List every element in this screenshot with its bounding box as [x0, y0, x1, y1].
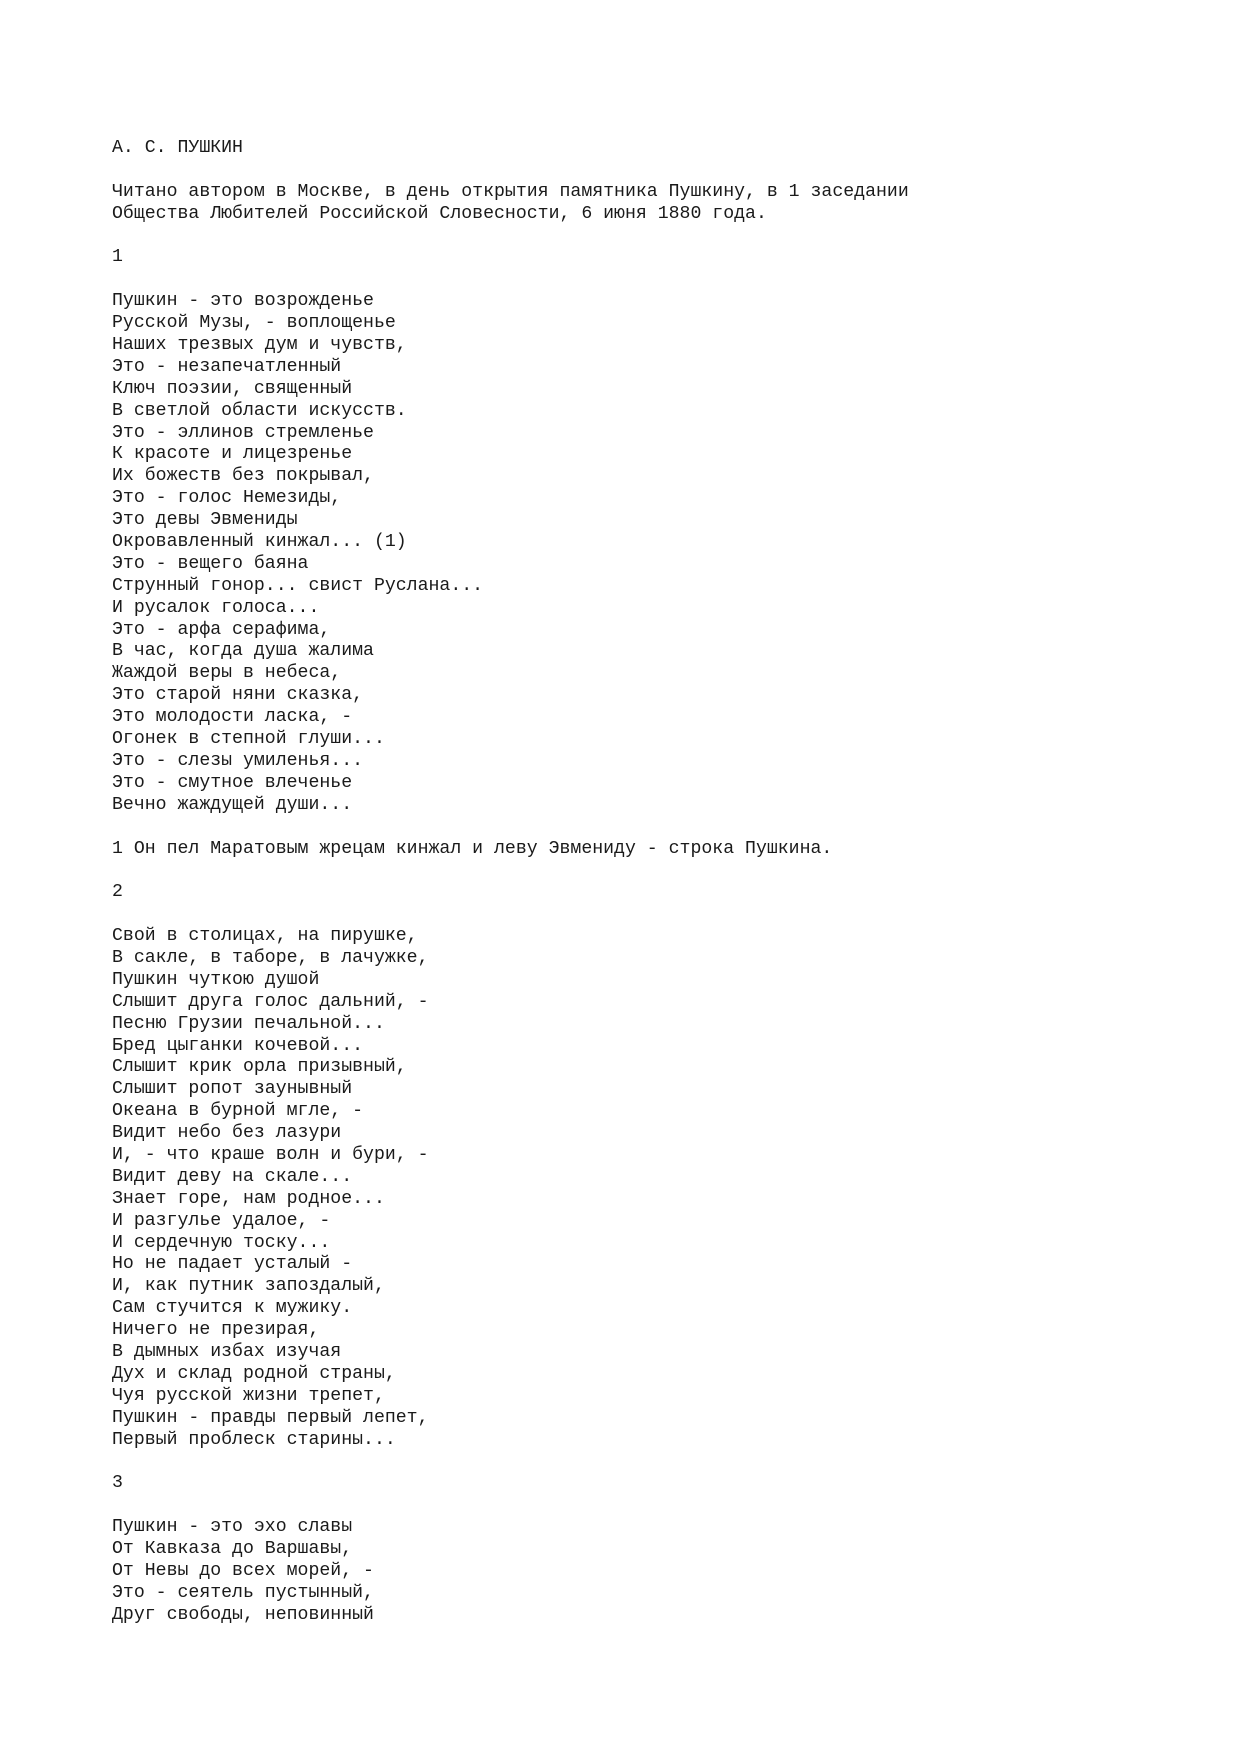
- text-line: 3: [112, 1473, 123, 1494]
- text-line: Их божеств без покрывал,: [112, 466, 374, 487]
- text-line: От Кавказа до Варшавы,: [112, 1539, 353, 1559]
- text-line: Это - голос Немезиды,: [112, 488, 342, 509]
- text-line: Жаждой веры в небеса,: [112, 663, 342, 684]
- text-line: Чуя русской жизни трепет,: [112, 1385, 385, 1406]
- text-line: 2: [112, 882, 123, 903]
- text-line: В час, когда душа жалима: [112, 641, 374, 662]
- text-line: Первый проблеск старины...: [112, 1429, 396, 1450]
- text-line: Это - арфа серафима,: [112, 619, 331, 640]
- text-line: Океана в бурной мгле, -: [112, 1101, 364, 1122]
- blank-line: [112, 904, 1152, 926]
- text-line: Русской Музы, - воплощенье: [112, 313, 396, 334]
- text-line: Дух и склад родной страны,: [112, 1363, 396, 1384]
- text-line: Это - незапечатленный: [112, 356, 342, 377]
- text-line: Друг свободы, неповинный: [112, 1604, 374, 1625]
- text-line: Но не падает усталый -: [112, 1254, 353, 1275]
- text-line: Слышит друга голос дальний, -: [112, 991, 429, 1012]
- text-line: Видит деву на скале...: [112, 1166, 353, 1187]
- text-line: А. С. ПУШКИН: [112, 138, 243, 158]
- text-line: От Невы до всех морей, -: [112, 1560, 374, 1581]
- blank-line: [112, 1495, 1152, 1517]
- text-line: К красоте и лицезренье: [112, 444, 353, 465]
- blank-line: [112, 269, 1152, 291]
- text-line: Пушкин чуткою душой: [112, 969, 320, 990]
- text-line: Это девы Эвмениды: [112, 510, 298, 531]
- text-line: Песню Грузии печальной...: [112, 1013, 385, 1034]
- text-line: Пушкин - это эхо славы: [112, 1517, 353, 1538]
- text-line: Это - вещего баяна: [112, 553, 309, 574]
- text-line: Это - сеятель пустынный,: [112, 1582, 374, 1603]
- text-line: Вечно жаждущей души...: [112, 794, 353, 815]
- text-line: Общества Любителей Российской Словесности, 6 июня 1880 года.: [112, 203, 767, 224]
- text-line: Огонек в степной глуши...: [112, 729, 385, 750]
- text-line: Это старой няни сказка,: [112, 685, 364, 706]
- blank-line: [112, 1451, 1152, 1473]
- text-line: Читано автором в Москве, в день открытия памятника Пушкину, в 1 заседании: [112, 181, 909, 202]
- text-line: И русалок голоса...: [112, 597, 320, 618]
- blank-line: [112, 160, 1152, 182]
- text-line: Это - эллинов стремленье: [112, 422, 374, 443]
- text-line: Ключ поэзии, священный: [112, 378, 353, 399]
- blank-line: [112, 860, 1152, 882]
- text-line: Свой в столицах, на пирушке,: [112, 926, 418, 947]
- text-line: И, как путник запоздалый,: [112, 1276, 385, 1297]
- text-line: Это - слезы умиленья...: [112, 750, 364, 771]
- text-line: Это молодости ласка, -: [112, 707, 353, 728]
- text-line: В светлой области искусств.: [112, 400, 407, 421]
- text-line: Слышит ропот заунывный: [112, 1079, 353, 1100]
- text-line: Это - смутное влеченье: [112, 772, 353, 793]
- text-line: Наших трезвых дум и чувств,: [112, 335, 407, 356]
- text-line: Пушкин - это возрожденье: [112, 291, 374, 312]
- text-line: В сакле, в таборе, в лачужке,: [112, 947, 429, 968]
- text-line: Слышит крик орла призывный,: [112, 1057, 407, 1078]
- text-line: И разгулье удалое, -: [112, 1210, 331, 1231]
- text-line: Бред цыганки кочевой...: [112, 1035, 364, 1056]
- text-line: Ничего не презирая,: [112, 1320, 320, 1341]
- text-line: Пушкин - правды первый лепет,: [112, 1407, 429, 1428]
- text-line: В дымных избах изучая: [112, 1341, 342, 1362]
- text-line: Видит небо без лазури: [112, 1123, 342, 1144]
- text-line: И сердечную тоску...: [112, 1232, 331, 1253]
- text-line: Струнный гонор... свист Руслана...: [112, 575, 484, 596]
- text-line: 1: [112, 247, 123, 268]
- blank-line: [112, 817, 1152, 839]
- text-line: Знает горе, нам родное...: [112, 1188, 385, 1209]
- blank-line: [112, 226, 1152, 248]
- text-line: И, - что краше волн и бури, -: [112, 1144, 429, 1165]
- text-line: 1 Он пел Маратовым жрецам кинжал и леву Эвмениду - строка Пушкина.: [112, 838, 833, 859]
- document-text: [112, 138, 1152, 1627]
- text-line: Сам стучится к мужику.: [112, 1298, 353, 1319]
- text-line: Окровавленный кинжал... (1): [112, 532, 407, 553]
